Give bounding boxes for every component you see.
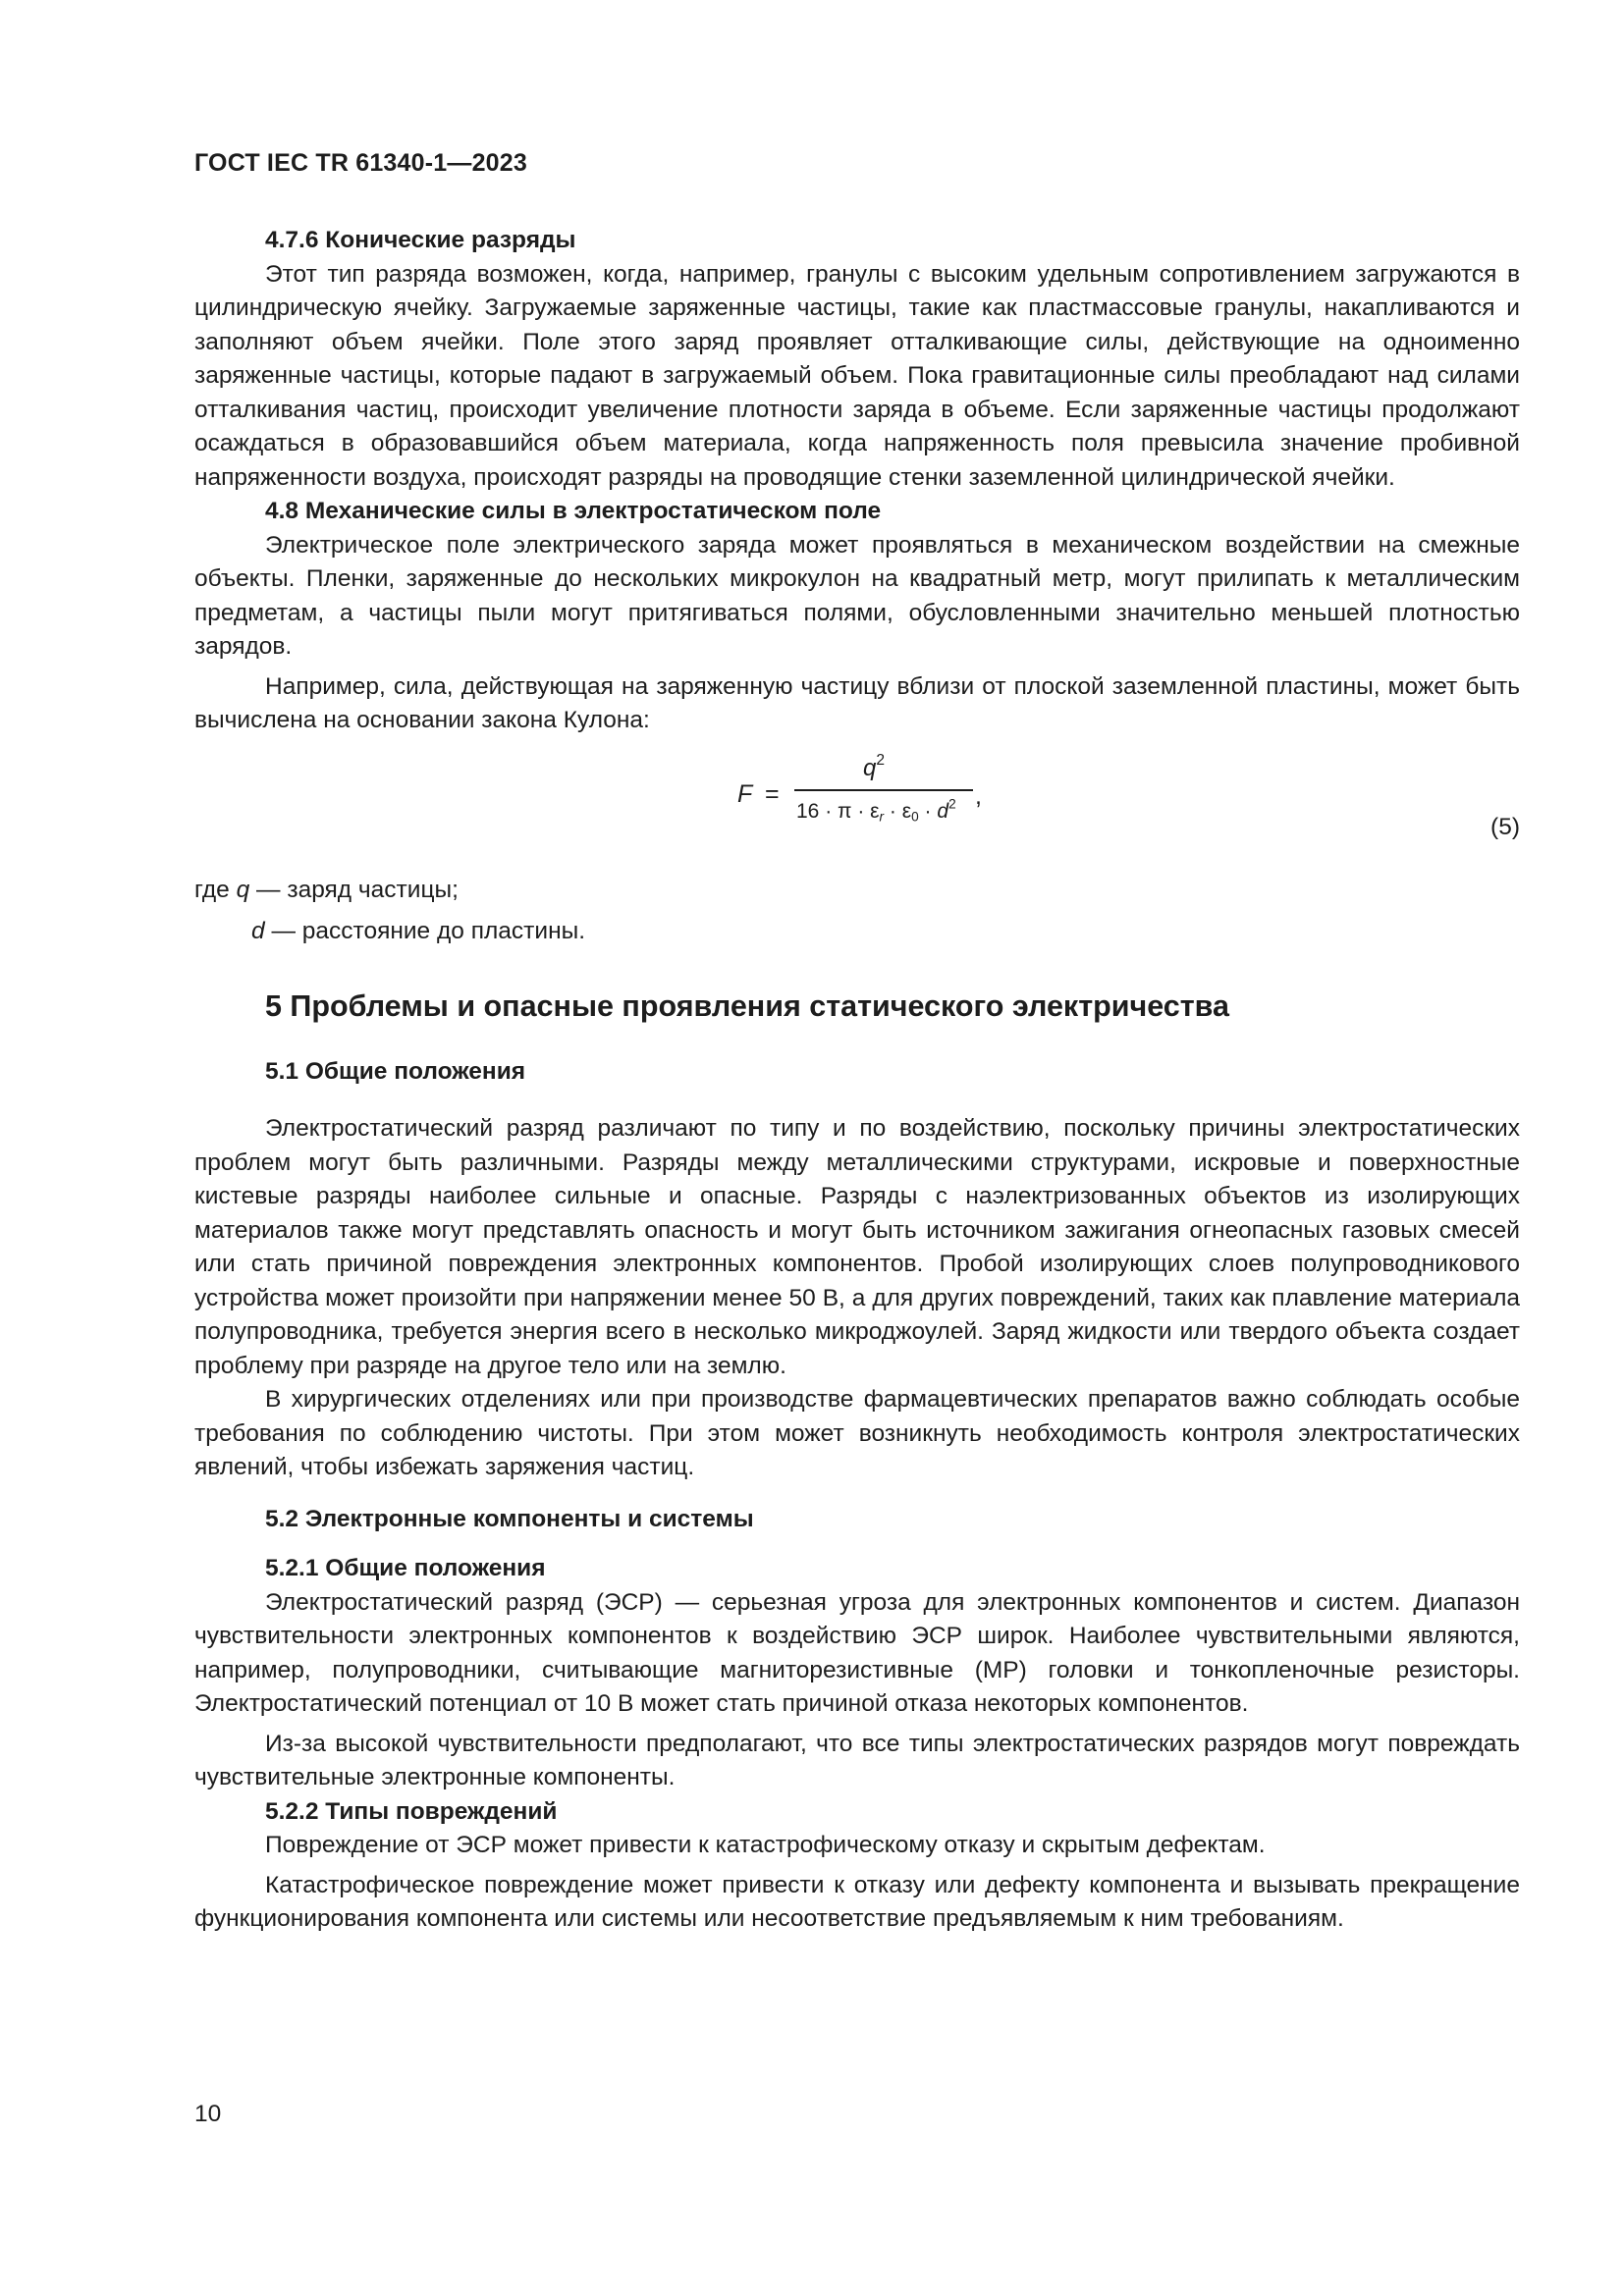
document-header: ГОСТ IEC TR 61340-1—2023 — [194, 149, 527, 177]
paragraph-4-8-1: Электрическое поле электрического заряда может проявляться в механическом воздействии на смежные объекты. Пленки, заряженные до нескольких микрокулон на квадратный метр, могут прилипать к металлическим предметам, а частицы пыли могут притягиваться полями, обусловленными значительно меньшей плотностью зарядов. — [194, 531, 1520, 660]
paragraph-5-2-1-2: Из-за высокой чувствительности предполагают, что все типы электростатических разрядов могут повреждать чувствительные электронные компоненты. — [194, 1730, 1520, 1790]
legend-def-d: — расстояние до пластины. — [264, 918, 586, 944]
formula-block — [194, 752, 1520, 868]
heading-4-7-6: 4.7.6 Конические разряды — [265, 227, 576, 253]
formula-numerator — [863, 752, 885, 786]
legend-row-d — [194, 915, 1520, 949]
formula-lhs: F — [737, 779, 753, 808]
formula-den-a-sub: r — [879, 808, 885, 824]
page-number: 10 — [194, 2101, 222, 2127]
heading-5-2-2: 5.2.2 Типы повреждений — [265, 1797, 558, 1825]
formula-den-b-sub: 0 — [911, 808, 919, 824]
paragraph-5-1-2: В хирургических отделениях или при производстве фармацевтических препаратов важно соблюдать особые требования по соблюдению чистоты. При этом может возникнуть необходимость контроля электростатических явлений, чтобы избежать заряжения частиц. — [194, 1386, 1520, 1480]
formula-den-c: · — [918, 799, 938, 823]
formula-equals: = — [765, 779, 780, 808]
formula-den-b: · ε — [884, 799, 912, 823]
formula-num-exp: 2 — [876, 751, 886, 769]
paragraph-5-2-2-2: Катастрофическое повреждение может привести к отказу или дефекту компонента и вызывать прекращение функционирования компонента или системы или несоответствие предъявляемым к ним требованиям. — [194, 1871, 1520, 1932]
document-body — [194, 224, 1520, 1937]
heading-4-8: 4.8 Механические силы в электростатическом поле — [265, 498, 882, 524]
legend-row-q — [194, 874, 1520, 908]
equation-number: (5) — [1490, 813, 1520, 840]
paragraph-4-8-2: Например, сила, действующая на заряженную частицу вблизи от плоской заземленной пластины, может быть вычислена на основании закона Кулона: — [194, 672, 1520, 733]
fraction-bar — [794, 789, 973, 791]
formula-den-a: 16 · π · ε — [796, 799, 880, 823]
legend-prefix: где — [194, 876, 237, 903]
paragraph-5-1-1: Электростатический разряд различают по типу и по воздействию, поскольку причины электростатических проблем могут быть различными. Разряды между металлическими структурами, искровые и поверхностные кистевые разряды наиболее сильные и опасные. Разряды с наэлектризованных объектов из изолирующих материалов также могут представлять опасность и могут быть источником зажигания огнеопасных газовых смесей или стать причиной повреждения электронных компонентов. Пробой изолирующих слоев полупроводникового устройства может произойти при напряжении менее 50 В, а для других повреждений, таких как плавление материала полупроводника, требуется энергия всего в несколько микроджоулей. Заряд жидкости или твердого объекта создает проблему при разряде на другое тело или на землю. — [194, 1115, 1520, 1379]
heading-5-2: 5.2 Электронные компоненты и системы — [265, 1505, 754, 1532]
legend-var-d: d — [251, 918, 265, 944]
formula-legend — [194, 874, 1520, 949]
heading-5-1: 5.1 Общие положения — [265, 1057, 526, 1085]
paragraph-5-2-2-1: Повреждение от ЭСР может привести к катастрофическому отказу и скрытым дефектам. — [265, 1832, 1266, 1858]
paragraph-5-2-1-1: Электростатический разряд (ЭСР) — серьезная угроза для электронных компонентов и систем. Диапазон чувствительности электронных компонентов к воздействию ЭСР широк. Наиболее чувствительными являются, например, полупроводники, считывающие магниторезистивные (МР) головки и тонкопленочные резисторы. Электростатический потенциал от 10 В может стать причиной отказа некоторых компонентов. — [194, 1588, 1520, 1717]
formula-num-var: q — [863, 754, 877, 781]
formula-den-exp: 2 — [948, 795, 956, 811]
heading-5: 5 Проблемы и опасные проявления статического электричества — [265, 988, 1229, 1023]
formula-den-var: d — [937, 799, 949, 823]
legend-var-q: q — [236, 876, 250, 903]
formula-comma: , — [975, 781, 982, 810]
formula-denominator — [796, 795, 956, 829]
heading-5-2-1: 5.2.1 Общие положения — [265, 1555, 546, 1581]
paragraph-4-7-6: Этот тип разряда возможен, когда, например, гранулы с высоким удельным сопротивлением загружаются в цилиндрическую ячейку. Загружаемые заряженные частицы, такие как пластмассовые гранулы, накапливаются и заполняют объем ячейки. Поле этого заряд проявляет отталкивающие силы, действующие на одноименно заряженные частицы, которые падают в загружаемый объем. Пока гравитационные силы преобладают над силами отталкивания частиц, происходит увеличение плотности заряда в объеме. Если заряженные частицы продолжают осаждаться в образовавшийся объем материала, когда напряженность поля превысила значение пробивной напряженности воздуха, происходят разряды на проводящие стенки заземленной цилиндрической ячейки. — [194, 260, 1520, 491]
legend-def-q: — заряд частицы; — [249, 876, 459, 903]
